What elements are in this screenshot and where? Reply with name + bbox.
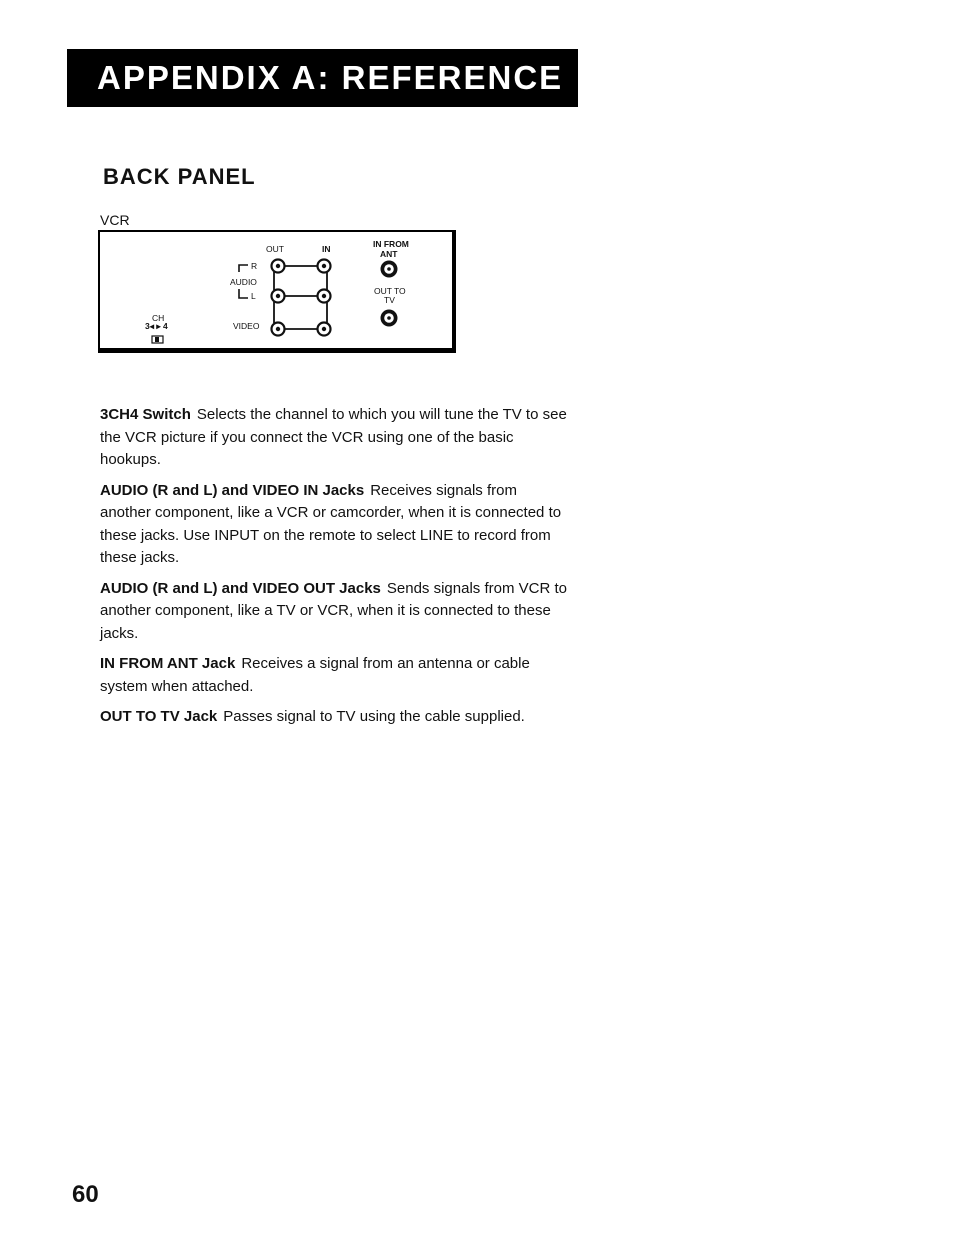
ch-label: CH (152, 313, 165, 323)
vcr-back-panel-diagram (98, 230, 456, 353)
out-to-label: OUT TO (374, 286, 406, 296)
description-term: AUDIO (R and L) and VIDEO OUT Jacks (100, 579, 381, 597)
description-term: AUDIO (R and L) and VIDEO IN Jacks (100, 481, 365, 499)
section-title: BACK PANEL (103, 164, 256, 189)
audio-l-out-jack (272, 290, 285, 303)
figure-label: VCR (100, 212, 130, 228)
description-text: Selects the channel to which you will tune the TV to see the VCR picture if you connect the VCR using one of the basic hookups. (100, 406, 567, 468)
tv-label: TV (384, 295, 395, 305)
audio-r-label: R (251, 261, 258, 271)
description-term: OUT TO TV Jack (100, 708, 218, 725)
description-text: Passes signal to TV using the cable supplied. (223, 708, 525, 725)
description-term: IN FROM ANT Jack (100, 655, 236, 672)
in-from-ant-jack (381, 261, 398, 278)
audio-r-in-jack (318, 260, 331, 273)
description-item (100, 653, 570, 698)
in-from-label: IN FROM (373, 239, 409, 249)
description-term: 3CH4 Switch (100, 406, 191, 423)
back-panel-illustration (100, 232, 452, 348)
chapter-banner: APPENDIX A: REFERENCE (67, 49, 578, 107)
description-item (100, 480, 570, 570)
out-column-label: OUT (266, 244, 284, 254)
description-text: Receives a signal from an antenna or cable system when attached. (100, 655, 530, 695)
in-column-label: IN (322, 244, 331, 254)
ant-label: ANT (380, 249, 398, 259)
video-in-jack (318, 323, 331, 336)
description-text: Receives signals from another component, like a VCR or camcorder, when it is connected to these jacks. Use INPUT on the remote to select LINE to record from these jacks. (100, 481, 562, 566)
ch-switch (152, 336, 163, 343)
audio-r-out-jack (272, 260, 285, 273)
audio-l-in-jack (318, 290, 331, 303)
audio-label: AUDIO (230, 277, 257, 287)
page-number: 60 (72, 1181, 99, 1208)
jack-descriptions (100, 404, 570, 737)
description-item (100, 578, 570, 646)
video-out-jack (272, 323, 285, 336)
audio-l-bracket (239, 289, 248, 298)
description-text: Sends signals from VCR to another component, like a TV or VCR, when it is connected to these jacks. (100, 579, 567, 642)
video-label: VIDEO (233, 321, 260, 331)
out-to-tv-jack (381, 310, 398, 327)
description-item (100, 404, 570, 472)
ch-switch-positions: 3◂ ▸ 4 (145, 321, 168, 331)
audio-l-label: L (251, 291, 256, 301)
description-item (100, 706, 570, 729)
audio-r-bracket (239, 265, 248, 272)
